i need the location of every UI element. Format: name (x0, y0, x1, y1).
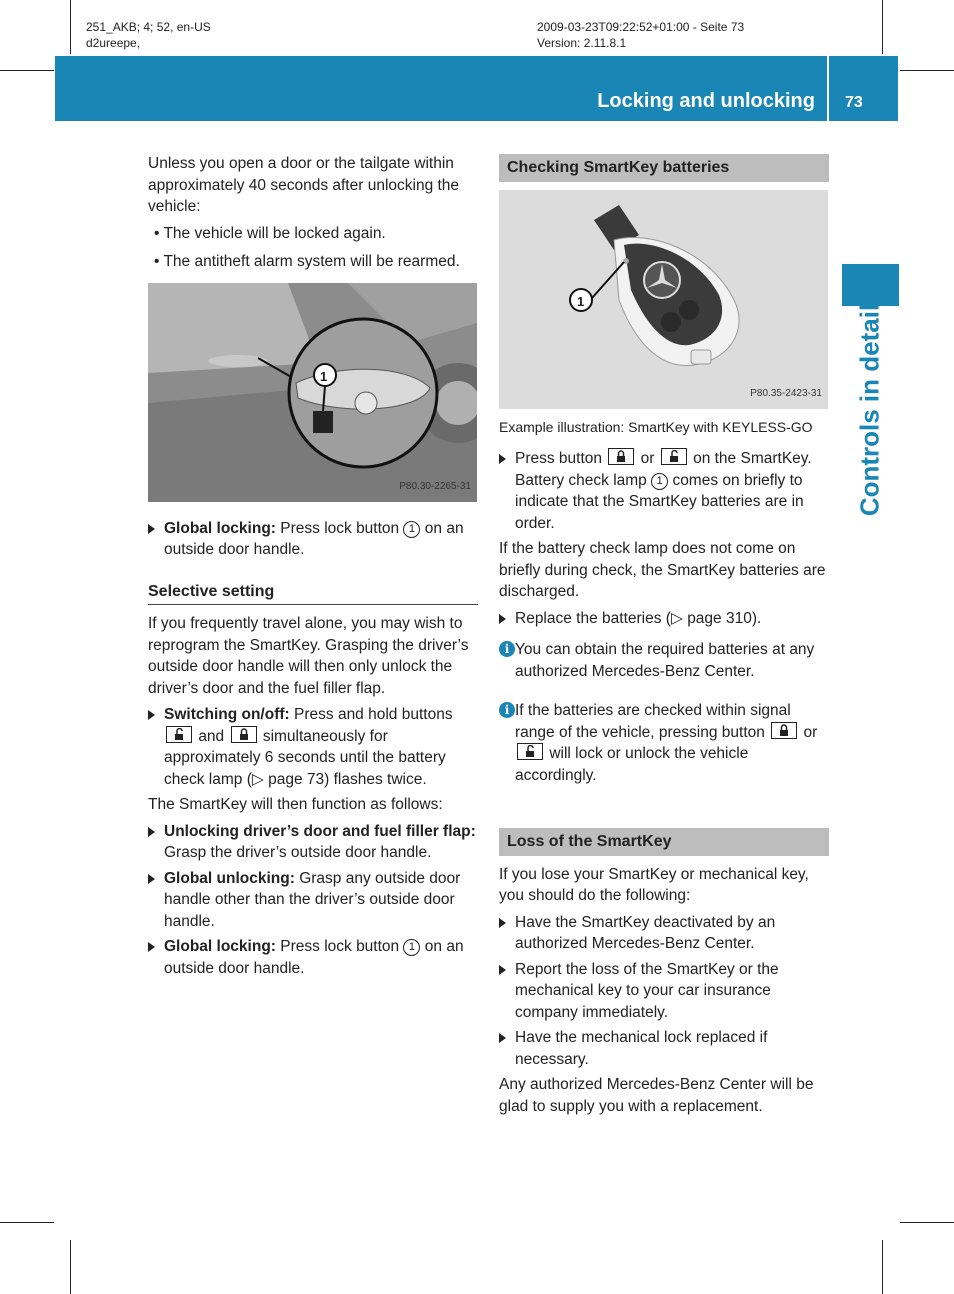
step-text: comes on briefly to indicate that the SmartKey batteries are in order. (515, 471, 804, 532)
step-text: Press and hold buttons (294, 706, 453, 723)
callout-icon: 1 (403, 939, 420, 956)
step-text: Grasp any outside door handle other than the driver’s outside door handle. (164, 869, 461, 930)
bullet-text: The vehicle will be locked again. (163, 224, 386, 242)
unlock-key-icon (661, 448, 687, 465)
body-paragraph: If you lose your SmartKey or mechanical key, you should do the following: (499, 865, 809, 904)
crop-mark (70, 0, 71, 54)
step-arrow-icon (148, 827, 155, 837)
step-label: Global locking: (164, 938, 276, 955)
lock-key-icon (608, 448, 634, 465)
crop-mark (0, 1222, 54, 1223)
step-arrow-icon (499, 1033, 506, 1043)
print-meta-left (86, 19, 211, 51)
header-divider (827, 56, 829, 121)
bullet-text: The antitheft alarm system will be rearmed. (163, 253, 460, 270)
figure-callout: 1 (577, 293, 585, 309)
step-arrow-icon (499, 614, 506, 624)
step-text: Press lock button (280, 938, 400, 955)
step-text: Press lock button (280, 519, 400, 537)
note-text: will lock or unlock the vehicle accordingly. (515, 745, 749, 784)
step-arrow-icon (499, 918, 506, 928)
door-handle-illustration (148, 283, 477, 502)
step-arrow-icon (148, 710, 155, 720)
figure-code: P80.30-2265-31 (399, 481, 471, 492)
note-text: or (803, 723, 818, 741)
step-text: ). (751, 609, 762, 627)
left-column (148, 153, 478, 983)
instruction-step (148, 704, 478, 790)
step-text: Have the SmartKey deactivated by an authorized Mercedes-Benz Center. (515, 913, 776, 952)
figure-callout: 1 (320, 368, 328, 384)
step-text: Grasp the driver’s outside door handle. (164, 844, 432, 861)
ref-arrow-icon: ▷ (670, 609, 683, 627)
note-text: You can obtain the required batteries at any authorized Mercedes-Benz Center. (515, 641, 815, 680)
crop-mark (882, 1240, 883, 1294)
step-arrow-icon (499, 965, 506, 975)
step-arrow-icon (499, 454, 506, 464)
body-paragraph: If you frequently travel alone, you may wish to reprogram the SmartKey. Grasping the driver’s outside door handle will then only unlock the driver’s door and the fuel filler flap. (148, 615, 469, 697)
lock-key-icon (231, 726, 257, 743)
meta-line: 251_AKB; 4; 52, en-US (86, 20, 211, 34)
body-paragraph: If the battery check lamp does not come on briefly during check, the SmartKey batteries are discharged. (499, 540, 826, 600)
step-text: Have the mechanical lock replaced if necessary. (515, 1029, 768, 1068)
instruction-step (499, 959, 829, 1024)
chapter-label: Controls in detail (854, 303, 885, 517)
step-arrow-icon (148, 524, 155, 534)
instruction-step (499, 912, 829, 955)
step-label: Global unlocking: (164, 869, 295, 887)
crop-mark (900, 1222, 954, 1223)
right-column (499, 154, 829, 1122)
crop-mark (882, 0, 883, 54)
meta-line: d2ureepe, (86, 36, 141, 50)
instruction-step (499, 1027, 829, 1070)
figure-caption: Example illustration: SmartKey with KEYLESS-GO (499, 418, 813, 435)
step-text: on an outside door handle. (164, 519, 464, 558)
section-heading: Checking SmartKey batteries (499, 154, 829, 182)
section-heading: Loss of the SmartKey (499, 828, 829, 856)
body-paragraph: The SmartKey will then function as follows: (148, 796, 443, 813)
instruction-step (148, 821, 478, 864)
step-label: Unlocking driver’s door and fuel filler flap: (164, 822, 476, 840)
instruction-step (499, 448, 829, 534)
instruction-step (148, 936, 478, 979)
chapter-tab (842, 264, 899, 306)
crop-mark (0, 70, 54, 71)
section-title: Locking and unlocking (597, 90, 815, 112)
crop-mark (70, 1240, 71, 1294)
instruction-step (499, 608, 829, 630)
step-arrow-icon (148, 942, 155, 952)
step-text: on the SmartKey. (693, 450, 812, 467)
list-item: • The antitheft alarm system will be rearmed. (154, 253, 460, 270)
step-text: on an outside door handle. (164, 938, 464, 977)
instruction-step (148, 518, 478, 561)
step-label: Global locking: (164, 519, 276, 537)
info-note (499, 700, 829, 786)
smartkey-illustration (499, 190, 828, 409)
step-text: Replace the batteries ( (515, 609, 671, 627)
crop-mark (900, 70, 954, 71)
info-icon: i (499, 702, 515, 718)
step-text: simultaneously for approximately 6 seconds until the battery check lamp ( (164, 727, 446, 788)
unlock-key-icon (517, 743, 543, 760)
step-text: or (640, 450, 655, 467)
section-header-bar (55, 56, 898, 121)
smartkey-figure (499, 190, 828, 409)
step-text: Battery check lamp (515, 471, 647, 489)
step-text: Report the loss of the SmartKey or the mechanical key to your car insurance company immediately. (515, 960, 779, 1021)
callout-icon: 1 (403, 521, 420, 538)
door-handle-figure (148, 283, 477, 502)
intro-paragraph: Unless you open a door or the tailgate within approximately 40 seconds after unlocking the vehicle: (148, 155, 460, 215)
step-text: and (198, 727, 225, 745)
step-text: Press button (515, 450, 603, 467)
step-text: ) flashes twice. (324, 770, 427, 788)
info-icon: i (499, 641, 515, 657)
figure-code: P80.35-2423-31 (750, 388, 822, 399)
ref-arrow-icon: ▷ (251, 770, 264, 788)
page-reference: page 73 (268, 770, 325, 788)
step-label: Switching on/off: (164, 706, 290, 723)
print-meta-right (537, 19, 744, 51)
meta-line: Version: 2.11.8.1 (537, 36, 627, 50)
instruction-step (148, 868, 478, 933)
meta-line: 2009-03-23T09:22:52+01:00 - Seite 73 (537, 20, 745, 34)
callout-icon: 1 (651, 473, 668, 490)
step-arrow-icon (148, 874, 155, 884)
unlock-key-icon (166, 726, 192, 743)
page-reference: page 310 (687, 609, 752, 627)
page-number: 73 (845, 94, 863, 111)
info-note (499, 639, 829, 682)
note-text: If the batteries are checked within signal range of the vehicle, pressing button (515, 702, 791, 741)
subsection-heading: Selective setting (148, 581, 478, 606)
lock-key-icon (771, 722, 797, 739)
list-item: • The vehicle will be locked again. (154, 224, 386, 242)
body-paragraph: Any authorized Mercedes-Benz Center will be glad to supply you with a replacement. (499, 1076, 814, 1115)
